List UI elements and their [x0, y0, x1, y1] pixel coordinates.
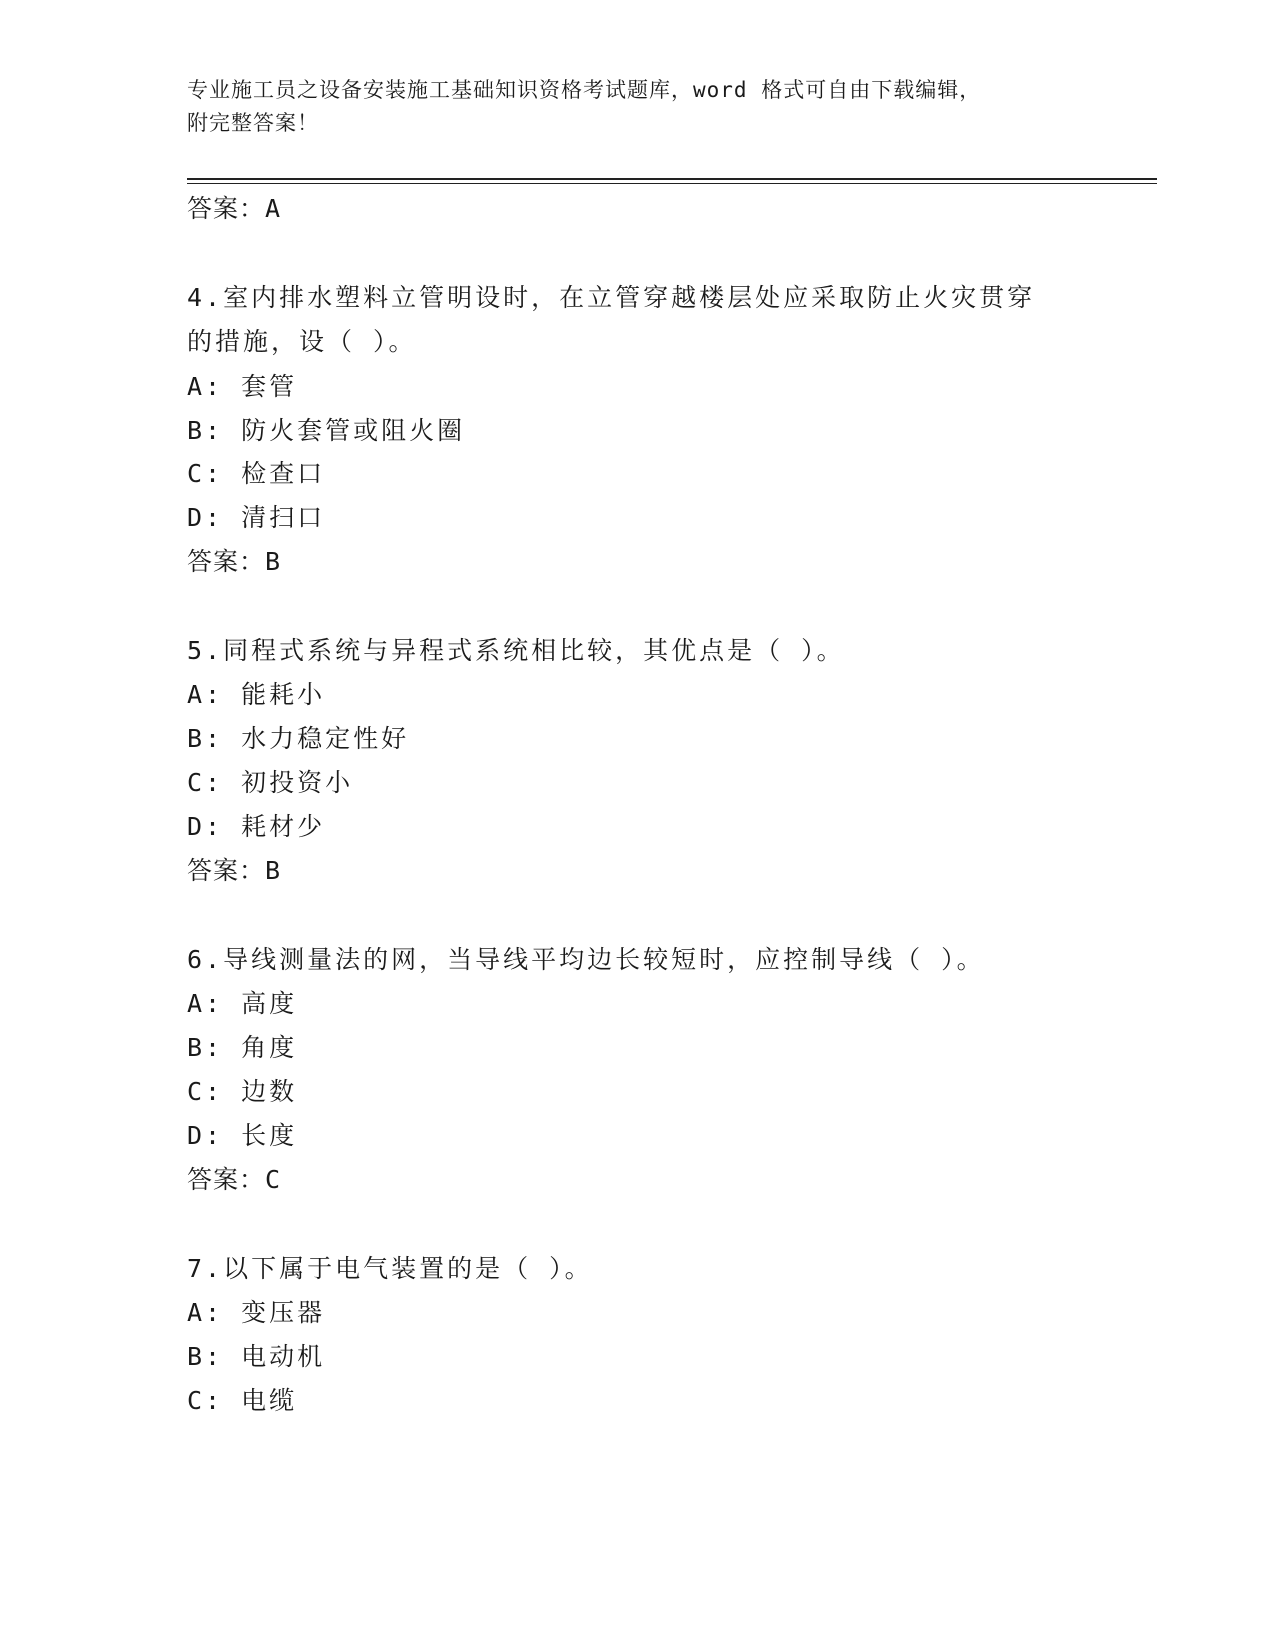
- q4-option-b: B: 防火套管或阻火圈: [187, 416, 466, 445]
- header-line-2: 附完整答案！: [187, 111, 319, 135]
- q5-option-d: D: 耗材少: [187, 812, 326, 841]
- header-line-1: 专业施工员之设备安装施工基础知识资格考试题库，word 格式可自由下载编辑，: [187, 78, 982, 102]
- q4-stem-line-1: 4.室内排水塑料立管明设时，在立管穿越楼层处应采取防止火灾贯穿: [187, 283, 1036, 312]
- q4-stem-line-2: 的措施，设（ ）。: [187, 327, 417, 356]
- q4-answer: [187, 547, 281, 577]
- q6-option-a: A: 高度: [187, 989, 298, 1018]
- answer-label: 答案：: [187, 547, 266, 576]
- q5-stem: 5.同程式系统与异程式系统相比较，其优点是（ ）。: [187, 636, 845, 665]
- header-divider-thin: [187, 183, 1157, 184]
- answer-value: B: [265, 547, 282, 576]
- answer-label: 答案：: [187, 856, 266, 885]
- q5-answer: [187, 856, 281, 886]
- q5-option-a: A: 能耗小: [187, 680, 326, 709]
- q7-option-b: B: 电动机: [187, 1342, 326, 1371]
- q7-stem: 7.以下属于电气装置的是（ ）。: [187, 1254, 593, 1283]
- q6-answer: [187, 1165, 281, 1195]
- answer-value: B: [265, 856, 282, 885]
- q6-stem: 6.导线测量法的网，当导线平均边长较短时，应控制导线（ ）。: [187, 945, 985, 974]
- answer-label: 答案：: [187, 194, 266, 223]
- header-divider-thick: [187, 178, 1157, 180]
- q7-option-c: C: 电缆: [187, 1386, 298, 1415]
- answer-value: A: [265, 194, 282, 223]
- answer-label: 答案：: [187, 1165, 266, 1194]
- q6-option-b: B: 角度: [187, 1033, 298, 1062]
- q5-option-c: C: 初投资小: [187, 768, 354, 797]
- q6-option-d: D: 长度: [187, 1121, 298, 1150]
- q6-option-c: C: 边数: [187, 1077, 298, 1106]
- q3-answer: [187, 194, 281, 224]
- q4-option-d: D: 清扫口: [187, 503, 326, 532]
- q7-option-a: A: 变压器: [187, 1298, 326, 1327]
- q4-option-a: A: 套管: [187, 372, 298, 401]
- q4-option-c: C: 检查口: [187, 459, 326, 488]
- document-header: [187, 74, 1087, 140]
- q5-option-b: B: 水力稳定性好: [187, 724, 410, 753]
- answer-value: C: [265, 1165, 282, 1194]
